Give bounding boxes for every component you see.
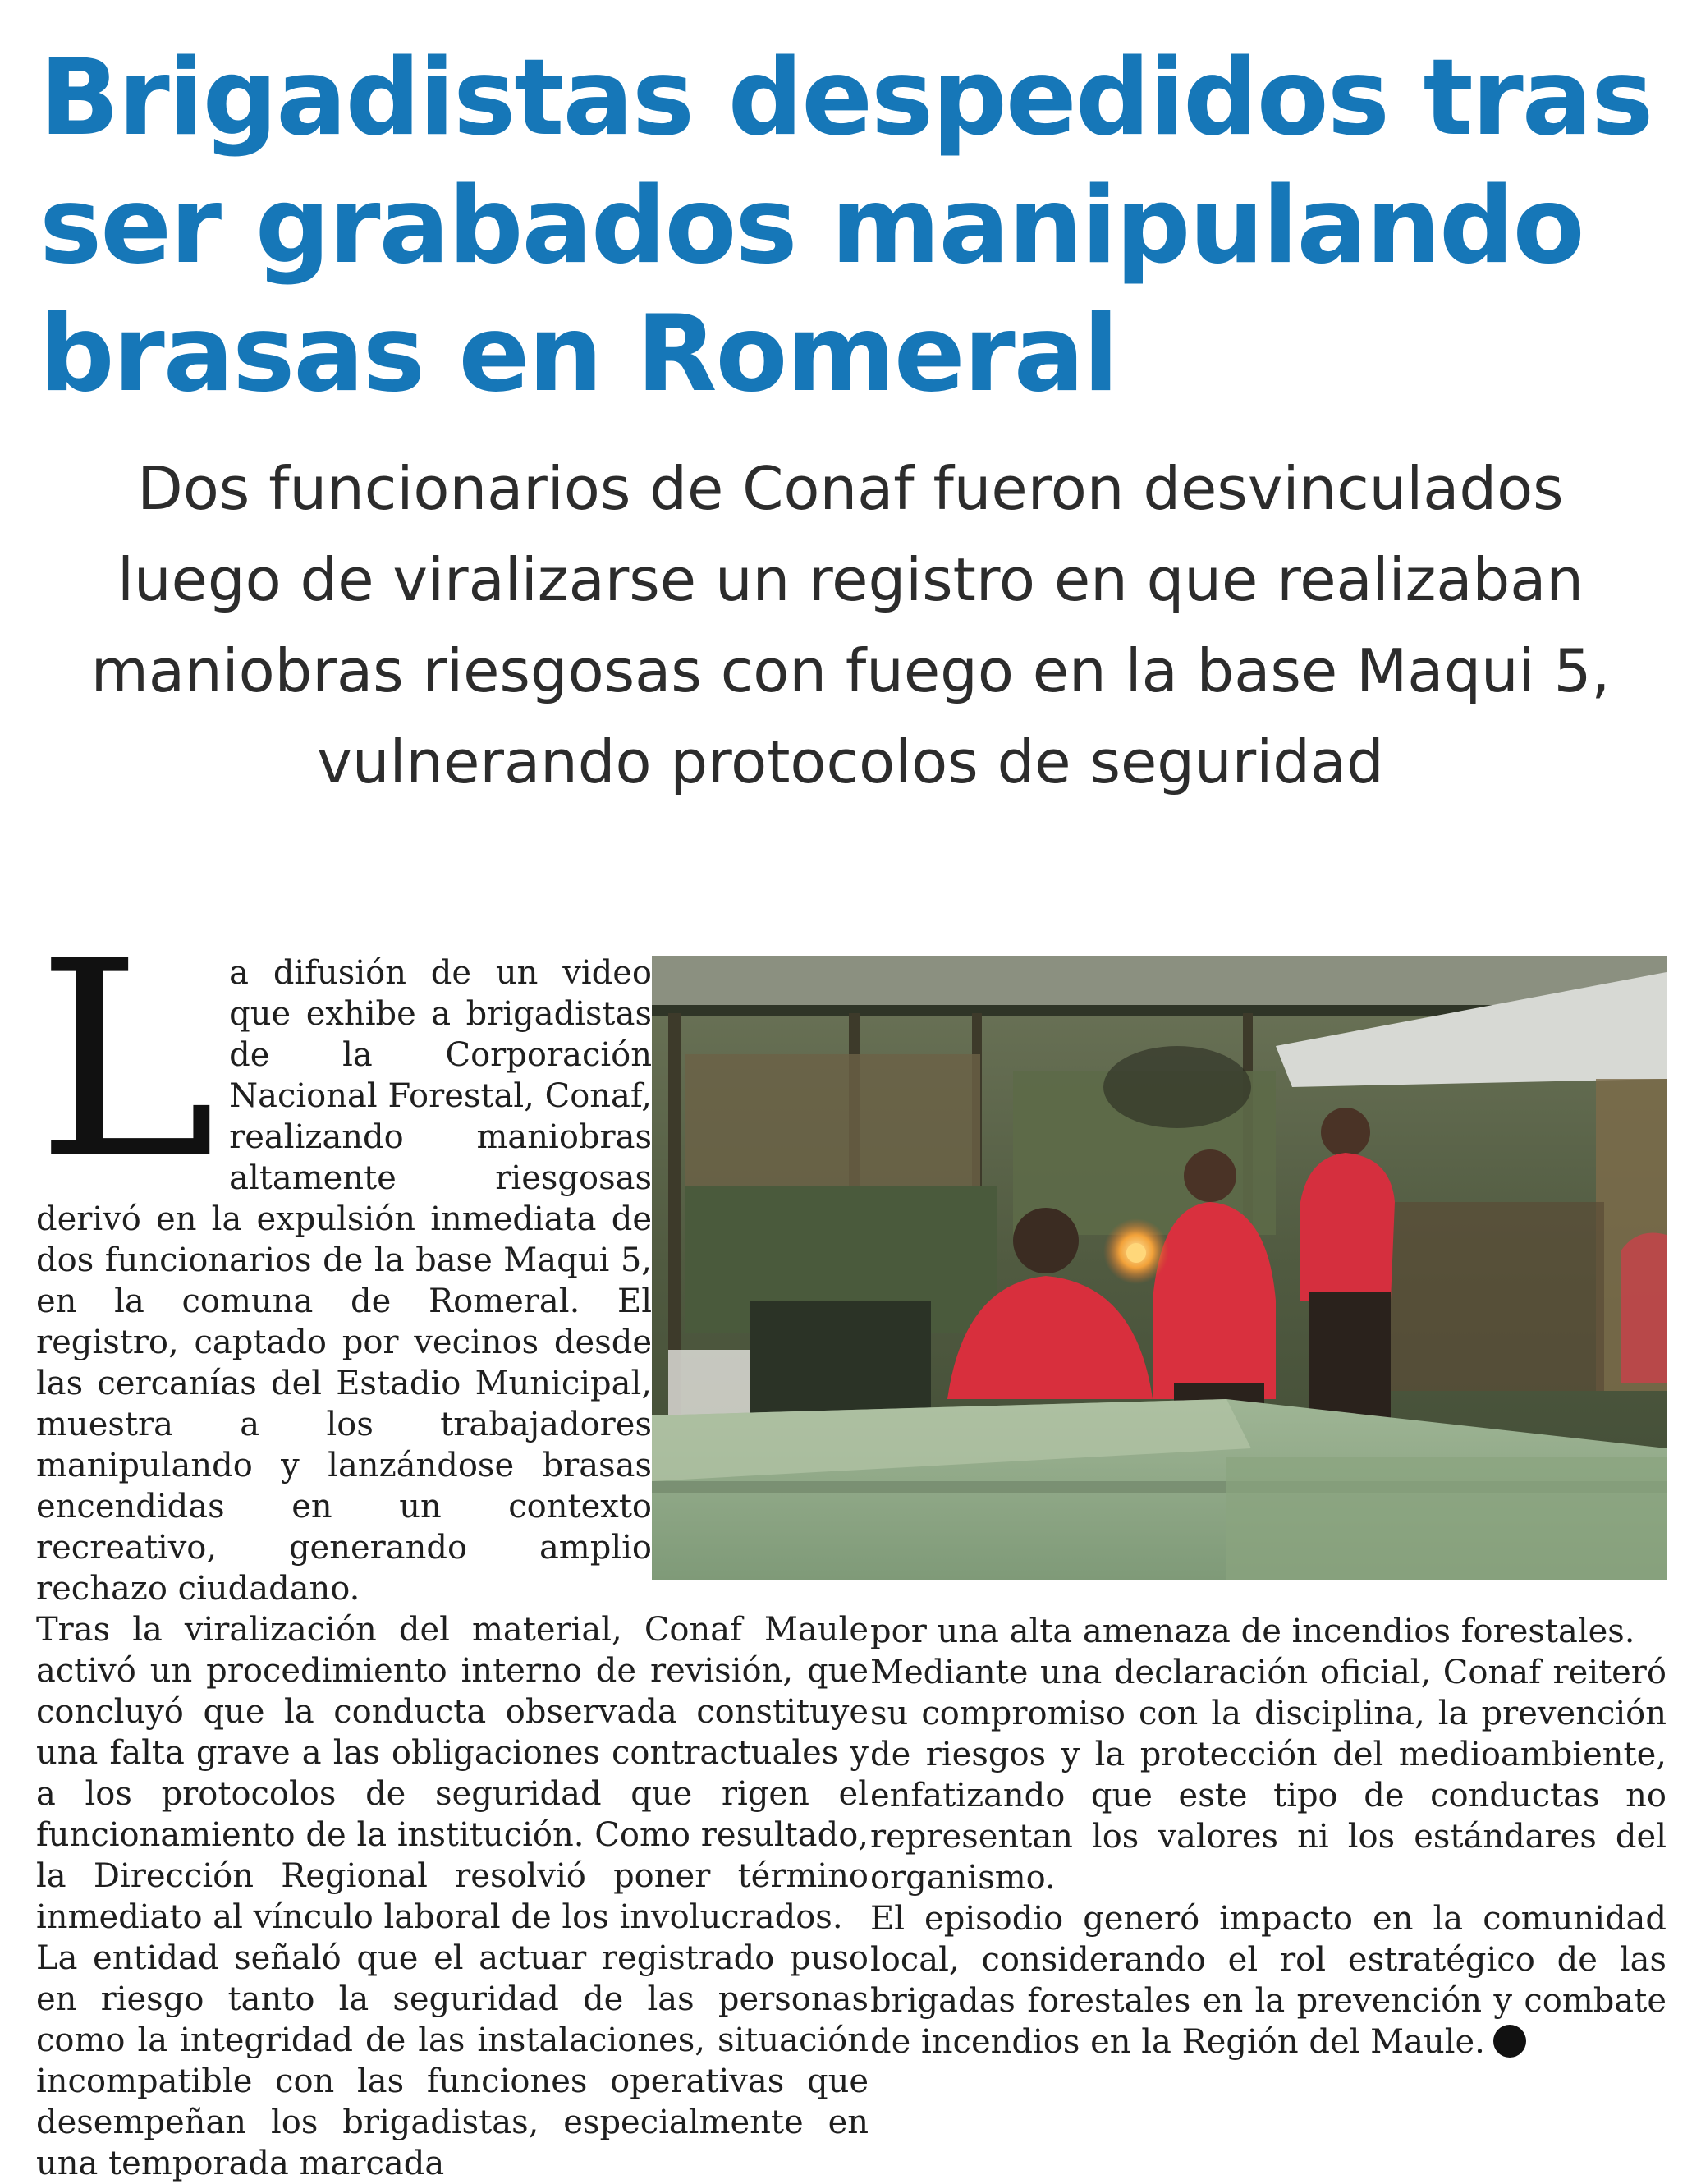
- paragraph-3: La entidad señaló que el actuar registrado puso en riesgo tanto la seguridad de las personas como la integridad de las instalaciones, situación incompatible con las funciones operativas que desempeñan los brigadistas, especialmente en una temporada marcada: [36, 1939, 869, 2182]
- end-of-article-dot-icon: [1493, 2025, 1526, 2058]
- paragraph-3-continued: por una alta amenaza de incendios forestales.: [870, 1613, 1635, 1650]
- paragraph-5-wrapper: [870, 1898, 1667, 2062]
- paragraph-4: Mediante una declaración oficial, Conaf reiteró su compromiso con la disciplina, la prevención de riesgos y la protección del medioambiente, enfatizando que este tipo de conductas no representan los valores ni los estándares del organismo.: [870, 1654, 1667, 1897]
- column-right: [870, 1611, 1667, 2062]
- column-left: [36, 903, 869, 2182]
- paragraph-lead: a difusión de un video que exhibe a brigadistas de la Corporación Nacional Forestal, Conaf, realizando maniobras altamente riesgosas derivó en la expulsión inmediata de dos funcionarios de la base Maqui 5, en la comuna de Romeral. El registro, captado por vecinos desde las cercanías del Estadio Municipal, muestra a los trabajadores manipulando y lanzándose brasas encendidas en un contexto recreativo, generando amplio rechazo ciudadano.: [36, 954, 652, 1608]
- dropcap: L: [36, 903, 217, 1218]
- headline: Brigadistas despedidos tras ser grabados manipulando brasas en Romeral: [39, 37, 1653, 415]
- paragraph-2: Tras la viralización del material, Conaf Maule activó un procedimiento interno de revisión, que concluyó que la conducta observada constituye una falta grave a las obligaciones contractuales y a los protocolos de seguridad que rigen el funcionamiento de la institución. Como resultado, la Dirección Regional resolvió poner término inmediato al vínculo laboral de los involucrados.: [36, 1611, 869, 1936]
- deck-subtitle: Dos funcionarios de Conaf fueron desvinculados luego de viralizarse un registro en que realizaban maniobras riesgosas con fuego en la base Maqui 5, vulnerando protocolos de seguridad: [90, 454, 1611, 796]
- paragraph-5: El episodio generó impacto en la comunidad local, considerando el rol estratégico de las brigadas forestales en la prevención y combate de incendios en la Región del Maule.: [870, 1900, 1667, 2061]
